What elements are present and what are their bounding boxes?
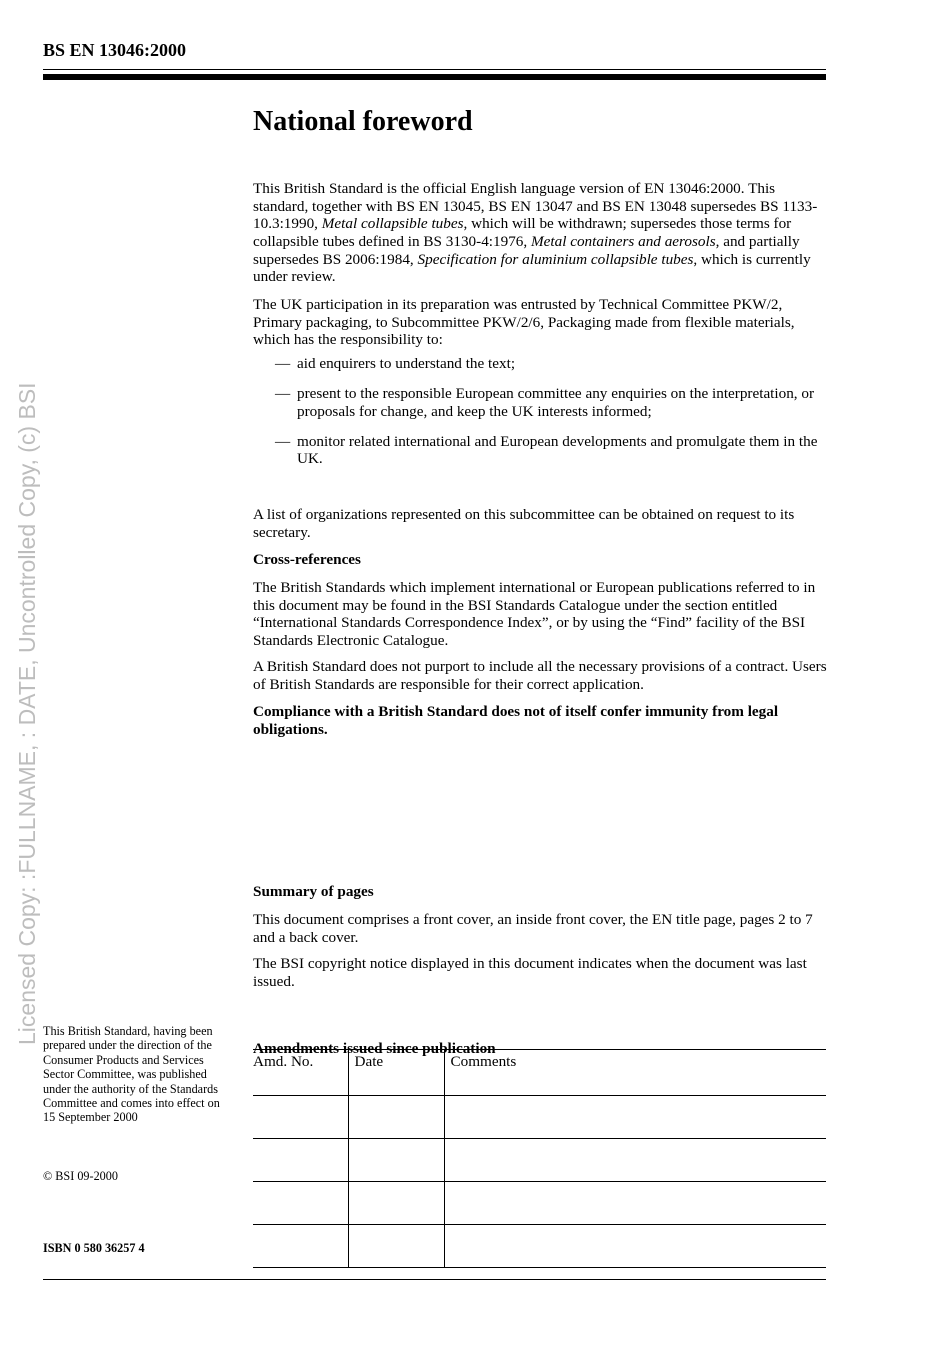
organizations-paragraph: A list of organizations represented on this subcommittee can be obtained on request to its secretary. [253,506,795,541]
column-header-date: Date [348,1050,444,1096]
intro-title-3: Specification for aluminium collapsible tubes [417,250,694,268]
summary-heading: Summary of pages [253,883,374,901]
list-item-text: present to the responsible European committee any enquiries on the interpretation, or proposals for change, and keep the UK interests informed; [297,384,815,420]
compliance-paragraph: Compliance with a British Standard does not of itself confer immunity from legal obligations. [253,703,779,738]
intro-text-4: , which is currently under review. [253,250,811,286]
list-item [253,433,828,468]
table-cell [444,1182,826,1225]
document-id: BS EN 13046:2000 [43,40,187,60]
table-cell [444,1096,826,1139]
copyright-notice-paragraph: The BSI copyright notice displayed in this document indicates when the document was last issued. [253,955,807,990]
table-cell [253,1096,348,1139]
summary-paragraph: This document comprises a front cover, an inside front cover, the EN title page, pages 2 to 7 and a back cover. [253,911,813,946]
intro-text-2: , which will be withdrawn; supersedes those terms for collapsible tubes defined in BS 3130-4:1976, [253,215,792,250]
responsibility-list [253,355,828,480]
table-cell [348,1225,444,1268]
column-header-amd-no: Amd. No. [253,1050,348,1096]
table-cell [253,1139,348,1182]
table-row [253,1225,826,1268]
intro-text-1: This British Standard is the official English language version of EN 13046:2000. This standard, together with BS EN 13045, BS EN 13047 and BS EN 13048 supersedes BS 1133-10.3:1990, [253,180,818,233]
table-cell [444,1225,826,1268]
table-cell [253,1225,348,1268]
header-rule-thick [43,74,826,80]
list-dash: — [275,432,291,450]
intro-title-2: Metal containers and aerosols [530,232,716,250]
list-item [253,385,828,420]
list-item [253,355,828,373]
cross-references-heading: Cross-references [253,551,361,569]
provisions-paragraph: A British Standard does not purport to include all the necessary provisions of a contract. Users of British Standards are responsible for their correct application. [253,658,827,693]
intro-paragraph [253,180,828,286]
participation-paragraph: The UK participation in its preparation was entrusted by Technical Committee PKW/2, Primary packaging, to Subcommittee PKW/2/6, Packaging made from flexible materials, which has the responsibility to: [253,296,795,349]
list-dash: — [275,384,291,402]
table-cell [348,1096,444,1139]
table-header-row [253,1050,826,1096]
table-cell [348,1182,444,1225]
amendments-table [253,1049,826,1268]
list-item-text: aid enquirers to understand the text; [297,355,516,372]
isbn-line: ISBN 0 580 36257 4 [43,1241,145,1255]
column-header-comments: Comments [444,1050,826,1096]
list-dash: — [275,355,291,372]
watermark: Licensed Copy: :FULLNAME, : DATE, Uncontrolled Copy, (c) BSI [14,382,40,1045]
intro-text-3: , and partially supersedes BS 2006:1984, [253,232,800,268]
table-row [253,1096,826,1139]
table-cell [253,1182,348,1225]
copyright-line: © BSI 09-2000 [43,1169,118,1183]
amendments-heading: Amendments issued since publication [253,1040,496,1058]
list-item-text: monitor related international and European developments and promulgate them in the UK. [297,432,818,468]
table-cell [444,1139,826,1182]
page-title: National foreword [253,106,473,137]
table-row [253,1182,826,1225]
table-cell [348,1139,444,1182]
header-rule-thin [43,69,826,70]
intro-title-1: Metal collapsible tubes [321,215,464,233]
footer-rule [43,1279,826,1280]
publication-note: This British Standard, having been prepared under the direction of the Consumer Products and Services Sector Committee, was published under the authority of the Standards Committee and comes into effect on 15 September 2000 [43,1024,220,1125]
cross-references-paragraph: The British Standards which implement international or European publications referred to in this document may be found in the BSI Standards Catalogue under the section entitled “International Standards Correspondence Index”, or by using the “Find” facility of the BSI Standards Electronic Catalogue. [253,579,816,649]
table-row [253,1139,826,1182]
